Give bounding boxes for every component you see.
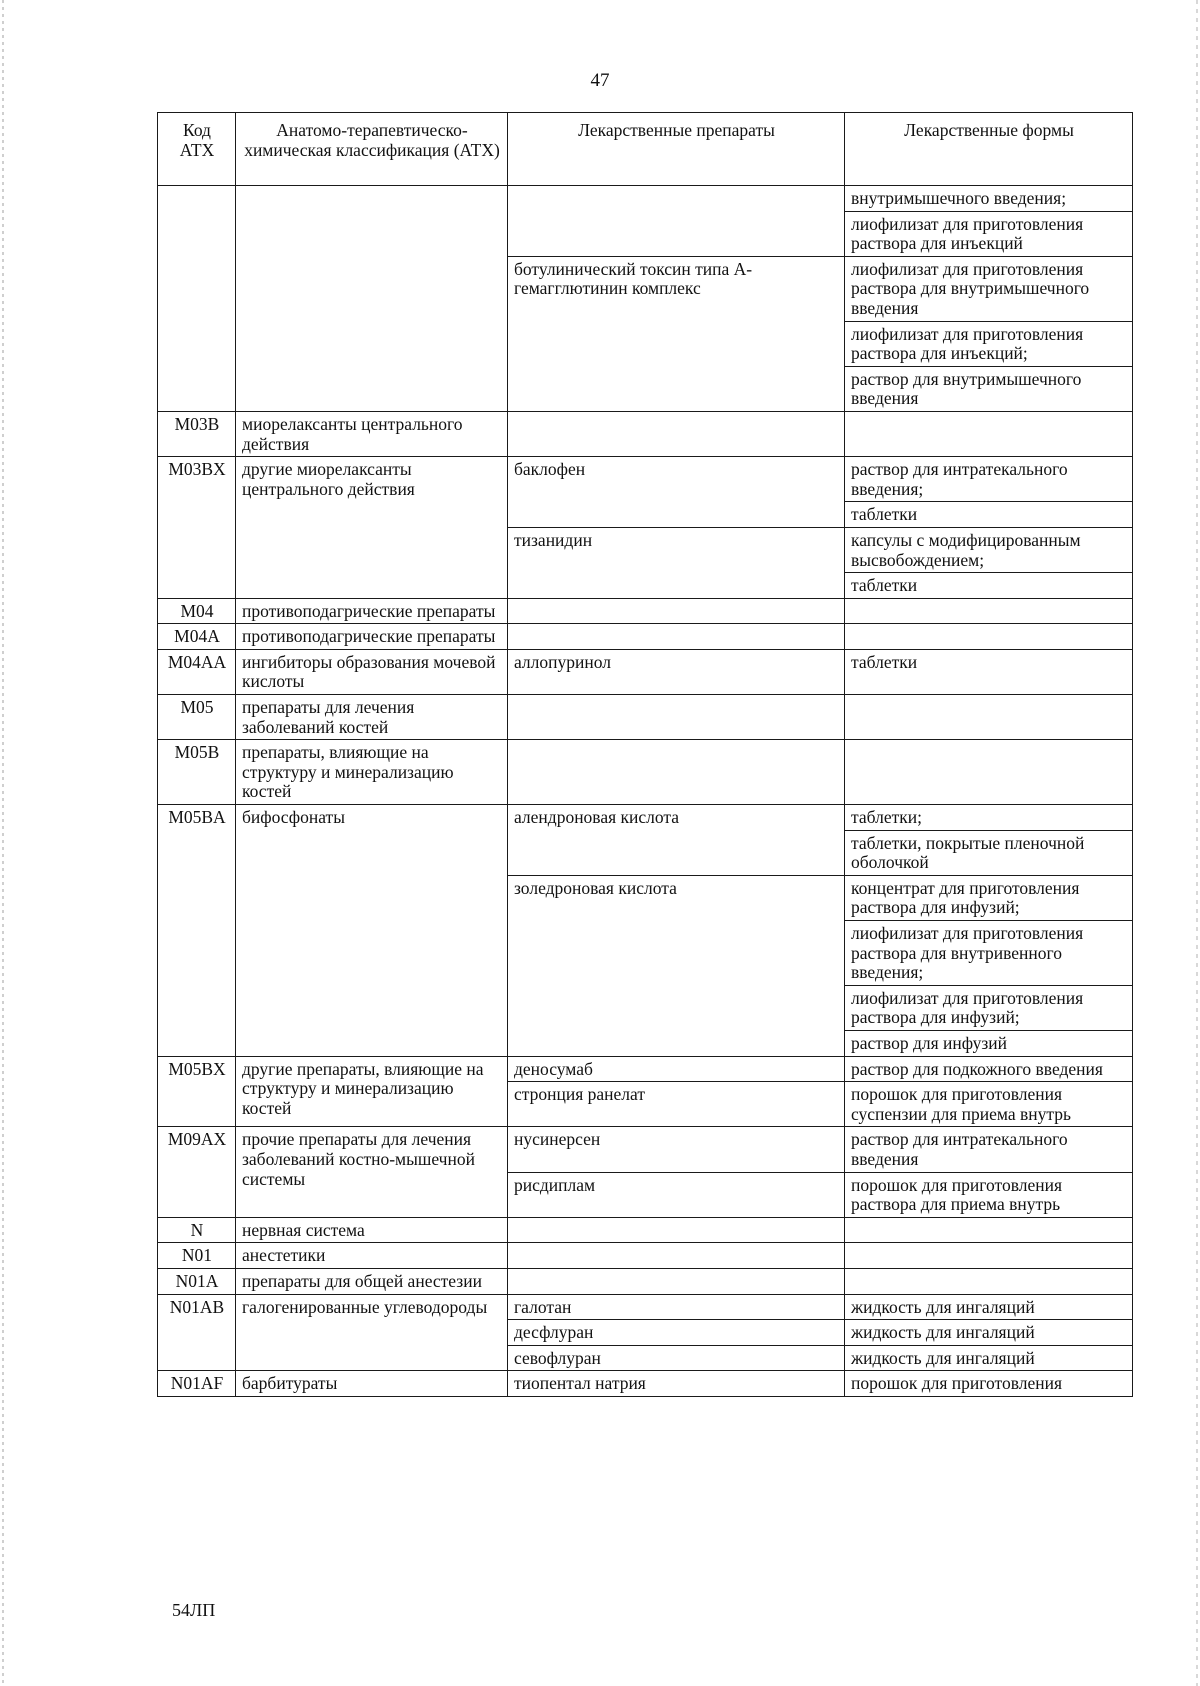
- drug-cell: [508, 1243, 845, 1269]
- form-cell: жидкость для ингаляций: [845, 1294, 1133, 1320]
- code-cell: N01: [158, 1243, 236, 1269]
- code-cell: M05BX: [158, 1056, 236, 1127]
- form-cell: таблетки: [845, 573, 1133, 599]
- code-cell: N01A: [158, 1268, 236, 1294]
- header-classification: Анатомо-терапевтическо-химическая классификация (АТХ): [236, 113, 508, 186]
- form-cell: таблетки: [845, 502, 1133, 528]
- classification-cell: препараты для лечения заболеваний костей: [236, 695, 508, 740]
- form-cell: таблетки;: [845, 805, 1133, 831]
- drug-cell: [508, 186, 845, 257]
- drug-cell: нусинерсен: [508, 1127, 845, 1172]
- classification-cell: препараты, влияющие на структуру и минерализацию костей: [236, 740, 508, 805]
- code-cell: N: [158, 1217, 236, 1243]
- code-cell: M09AX: [158, 1127, 236, 1217]
- classification-cell: [236, 186, 508, 412]
- table-row: [158, 1268, 1133, 1294]
- drug-cell: [508, 695, 845, 740]
- classification-cell: другие препараты, влияющие на структуру и минерализацию костей: [236, 1056, 508, 1127]
- classification-cell: препараты для общей анестезии: [236, 1268, 508, 1294]
- footer-code: 54ЛП: [172, 1600, 216, 1620]
- table-row: [158, 805, 1133, 831]
- form-cell: порошок для приготовления: [845, 1371, 1133, 1397]
- table-row: [158, 186, 1133, 212]
- table-row: [158, 1127, 1133, 1172]
- drug-cell: аллопуринол: [508, 649, 845, 694]
- form-cell: раствор для интратекального введения;: [845, 457, 1133, 502]
- table-row: [158, 598, 1133, 624]
- code-cell: M04: [158, 598, 236, 624]
- form-cell: таблетки: [845, 649, 1133, 694]
- drug-cell: стронция ранелат: [508, 1082, 845, 1127]
- classification-cell: миорелаксанты центрального действия: [236, 411, 508, 456]
- form-cell: [845, 411, 1133, 456]
- table-row: [158, 1056, 1133, 1082]
- form-cell: [845, 1243, 1133, 1269]
- form-cell: лиофилизат для приготовления раствора для внутривенного введения;: [845, 921, 1133, 986]
- form-cell: жидкость для ингаляций: [845, 1320, 1133, 1346]
- code-cell: [158, 186, 236, 412]
- form-cell: лиофилизат для приготовления раствора для инъекций;: [845, 321, 1133, 366]
- drug-cell: [508, 1268, 845, 1294]
- code-cell: M03BX: [158, 457, 236, 599]
- code-cell: N01AF: [158, 1371, 236, 1397]
- drug-cell: севофлуран: [508, 1345, 845, 1371]
- code-cell: M05BA: [158, 805, 236, 1057]
- form-cell: внутримышечного введения;: [845, 186, 1133, 212]
- form-cell: раствор для интратекального введения: [845, 1127, 1133, 1172]
- table-row: [158, 457, 1133, 502]
- table-row: [158, 1294, 1133, 1320]
- form-cell: [845, 1217, 1133, 1243]
- form-cell: концентрат для приготовления раствора для инфузий;: [845, 875, 1133, 920]
- code-cell: M05B: [158, 740, 236, 805]
- code-cell: N01AB: [158, 1294, 236, 1371]
- form-cell: [845, 1268, 1133, 1294]
- drug-cell: десфлуран: [508, 1320, 845, 1346]
- classification-cell: галогенированные углеводороды: [236, 1294, 508, 1371]
- classification-cell: прочие препараты для лечения заболеваний костно-мышечной системы: [236, 1127, 508, 1217]
- classification-cell: противоподагрические препараты: [236, 624, 508, 650]
- classification-cell: анестетики: [236, 1243, 508, 1269]
- classification-cell: бифосфонаты: [236, 805, 508, 1057]
- drug-cell: рисдиплам: [508, 1172, 845, 1217]
- form-cell: жидкость для ингаляций: [845, 1345, 1133, 1371]
- drug-cell: баклофен: [508, 457, 845, 528]
- scan-edge-right: [1196, 0, 1198, 1686]
- form-cell: лиофилизат для приготовления раствора для инъекций: [845, 211, 1133, 256]
- code-cell: M05: [158, 695, 236, 740]
- drug-table: [157, 112, 1133, 1397]
- classification-cell: барбитураты: [236, 1371, 508, 1397]
- table-row: [158, 1217, 1133, 1243]
- header-drugs: Лекарственные препараты: [508, 113, 845, 186]
- table-row: [158, 1243, 1133, 1269]
- drug-cell: галотан: [508, 1294, 845, 1320]
- form-cell: раствор для внутримышечного введения: [845, 366, 1133, 411]
- form-cell: [845, 695, 1133, 740]
- form-cell: [845, 624, 1133, 650]
- drug-cell: [508, 624, 845, 650]
- code-cell: M04AA: [158, 649, 236, 694]
- drug-cell: деносумаб: [508, 1056, 845, 1082]
- form-cell: порошок для приготовления раствора для приема внутрь: [845, 1172, 1133, 1217]
- form-cell: порошок для приготовления суспензии для приема внутрь: [845, 1082, 1133, 1127]
- table-row: [158, 740, 1133, 805]
- table-row: [158, 649, 1133, 694]
- table-row: [158, 411, 1133, 456]
- drug-cell: [508, 411, 845, 456]
- table-header-row: [158, 113, 1133, 186]
- table-row: [158, 1371, 1133, 1397]
- form-cell: раствор для инфузий: [845, 1030, 1133, 1056]
- table-row: [158, 695, 1133, 740]
- form-cell: [845, 598, 1133, 624]
- scan-edge-left: [2, 0, 4, 1686]
- classification-cell: ингибиторы образования мочевой кислоты: [236, 649, 508, 694]
- code-cell: M03B: [158, 411, 236, 456]
- drug-cell: [508, 598, 845, 624]
- code-cell: M04A: [158, 624, 236, 650]
- form-cell: [845, 740, 1133, 805]
- form-cell: лиофилизат для приготовления раствора для инфузий;: [845, 985, 1133, 1030]
- classification-cell: нервная система: [236, 1217, 508, 1243]
- page-number: 47: [590, 70, 610, 91]
- form-cell: капсулы с модифицированным высвобождением;: [845, 527, 1133, 572]
- table-row: [158, 624, 1133, 650]
- classification-cell: противоподагрические препараты: [236, 598, 508, 624]
- drug-cell: [508, 740, 845, 805]
- drug-cell: тиопентал натрия: [508, 1371, 845, 1397]
- header-code: Код АТХ: [158, 113, 236, 186]
- classification-cell: другие миорелаксанты центрального действия: [236, 457, 508, 599]
- drug-cell: [508, 1217, 845, 1243]
- form-cell: таблетки, покрытые пленочной оболочкой: [845, 830, 1133, 875]
- drug-cell: тизанидин: [508, 527, 845, 598]
- header-forms: Лекарственные формы: [845, 113, 1133, 186]
- form-cell: лиофилизат для приготовления раствора для внутримышечного введения: [845, 256, 1133, 321]
- drug-cell: алендроновая кислота: [508, 805, 845, 876]
- form-cell: раствор для подкожного введения: [845, 1056, 1133, 1082]
- drug-cell: ботулинический токсин типа A-гемагглютинин комплекс: [508, 256, 845, 411]
- drug-cell: золедроновая кислота: [508, 875, 845, 1056]
